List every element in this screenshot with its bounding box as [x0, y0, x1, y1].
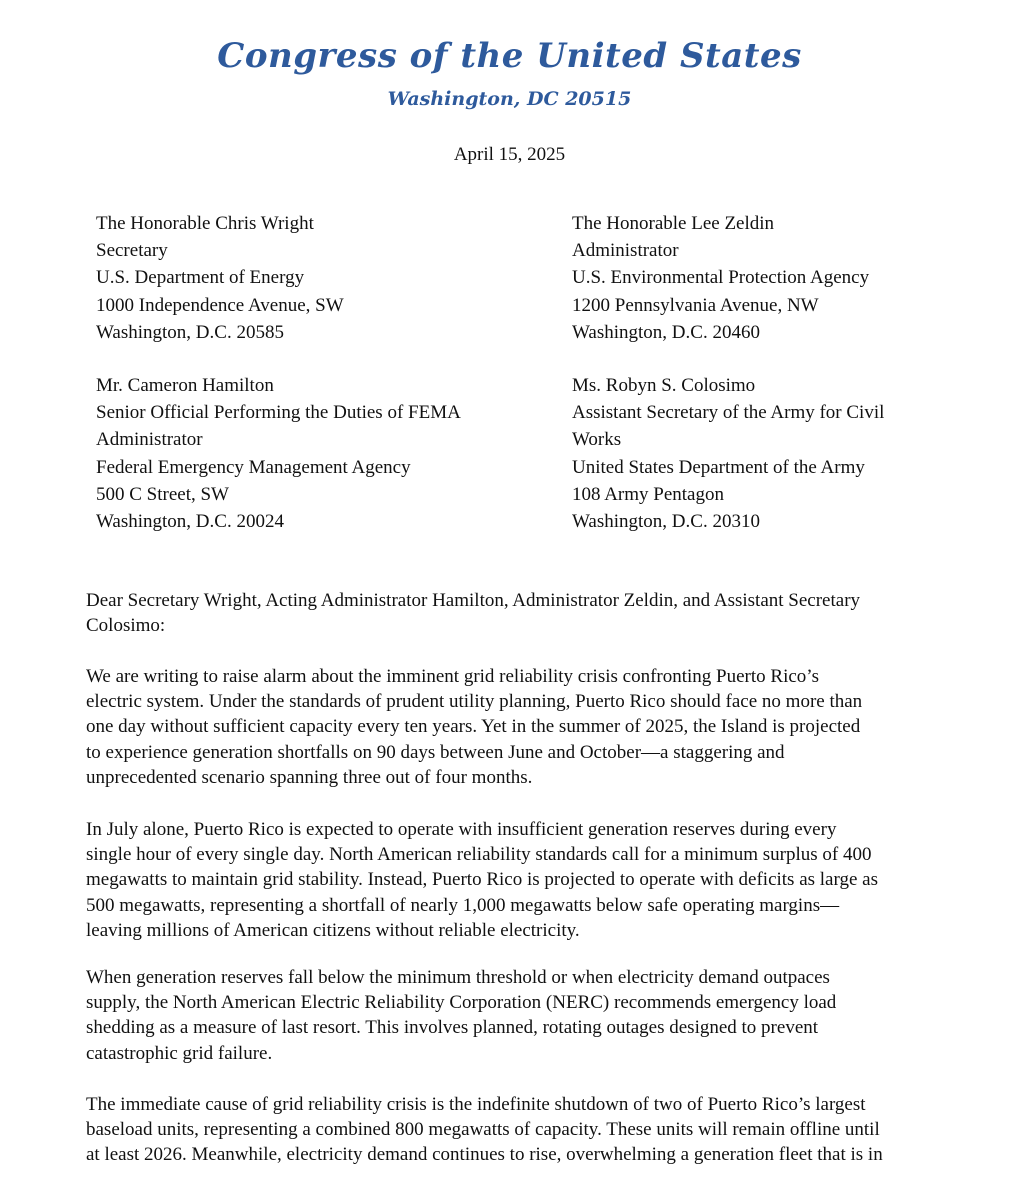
recipient-agency: Federal Emergency Management Agency — [96, 456, 411, 478]
recipient-street: 500 C Street, SW — [96, 483, 229, 505]
text-line: Colosimo: — [86, 615, 166, 637]
letterhead-address: Washington, DC 20515 — [387, 88, 632, 110]
recipient-city: Washington, D.C. 20585 — [96, 321, 284, 343]
recipient-title: Senior Official Performing the Duties of FEMA — [96, 402, 461, 424]
text-line: shedding as a measure of last resort. This involves planned, rotating outages designed to prevent — [86, 1017, 819, 1039]
text-line: When generation reserves fall below the minimum threshold or when electricity demand outpaces — [86, 967, 830, 988]
recipient-name: The Honorable Chris Wright — [96, 213, 314, 234]
recipient-name: The Honorable Lee Zeldin — [572, 213, 775, 234]
salutation — [86, 588, 926, 638]
text-line: Dear Secretary Wright, Acting Administrator Hamilton, Administrator Zeldin, and Assistant Secretary — [86, 590, 861, 611]
recipient-city: Washington, D.C. 20024 — [96, 511, 284, 533]
recipient-agency: U.S. Environmental Protection Agency — [572, 267, 870, 289]
recipient-street: 1200 Pennsylvania Avenue, NW — [572, 294, 819, 316]
body-paragraph — [86, 1092, 926, 1168]
text-line: catastrophic grid failure. — [86, 1042, 273, 1064]
text-line: single hour of every single day. North American reliability standards call for a minimum surplus of 400 — [86, 844, 872, 866]
recipient-city: Washington, D.C. 20310 — [572, 511, 760, 533]
text-line: We are writing to raise alarm about the imminent grid reliability crisis confronting Puerto Rico’s — [86, 666, 819, 687]
recipient-address-block — [96, 372, 461, 535]
text-line: one day without sufficient capacity every ten years. Yet in the summer of 2025, the Island is projected — [86, 716, 861, 738]
recipient-street: 108 Army Pentagon — [572, 483, 724, 505]
text-line: supply, the North American Electric Reliability Corporation (NERC) recommends emergency load — [86, 992, 837, 1014]
recipient-address-block — [572, 210, 869, 346]
letterhead-title: Congress of the United States — [217, 36, 802, 76]
recipient-agency: United States Department of the Army — [572, 456, 865, 478]
text-line: megawatts to maintain grid stability. Instead, Puerto Rico is projected to operate with deficits as large as — [86, 869, 878, 891]
recipient-address-block — [96, 210, 344, 346]
text-line: In July alone, Puerto Rico is expected to operate with insufficient generation reserves during every — [86, 819, 837, 840]
text-line: at least 2026. Meanwhile, electricity demand continues to rise, overwhelming a generation fleet that is in — [86, 1144, 883, 1166]
recipient-title: Assistant Secretary of the Army for Civil — [572, 402, 885, 424]
text-line: The immediate cause of grid reliability crisis is the indefinite shutdown of two of Puerto Rico’s largest — [86, 1094, 866, 1115]
recipient-agency: U.S. Department of Energy — [96, 267, 305, 289]
recipient-title: Secretary — [96, 240, 168, 262]
recipient-street: 1000 Independence Avenue, SW — [96, 294, 344, 316]
text-line: leaving millions of American citizens without reliable electricity. — [86, 919, 580, 941]
body-paragraph — [86, 664, 926, 790]
recipient-title: Administrator — [572, 240, 679, 262]
recipient-name: Mr. Cameron Hamilton — [96, 375, 274, 396]
recipient-city: Washington, D.C. 20460 — [572, 321, 760, 343]
recipient-title: Administrator — [96, 429, 203, 451]
letter-date: April 15, 2025 — [453, 144, 566, 165]
text-line: baseload units, representing a combined 800 megawatts of capacity. These units will remain offline until — [86, 1119, 880, 1141]
text-line: unprecedented scenario spanning three out of four months. — [86, 766, 533, 788]
body-paragraph — [86, 817, 926, 943]
text-line: electric system. Under the standards of prudent utility planning, Puerto Rico should face no more than — [86, 691, 863, 713]
recipient-address-block — [572, 372, 932, 535]
recipient-name: Ms. Robyn S. Colosimo — [572, 375, 756, 396]
body-paragraph — [86, 965, 926, 1066]
recipient-title: Works — [572, 429, 622, 451]
text-line: 500 megawatts, representing a shortfall of nearly 1,000 megawatts below safe operating margins— — [86, 894, 840, 916]
text-line: to experience generation shortfalls on 90 days between June and October—a staggering and — [86, 741, 785, 763]
